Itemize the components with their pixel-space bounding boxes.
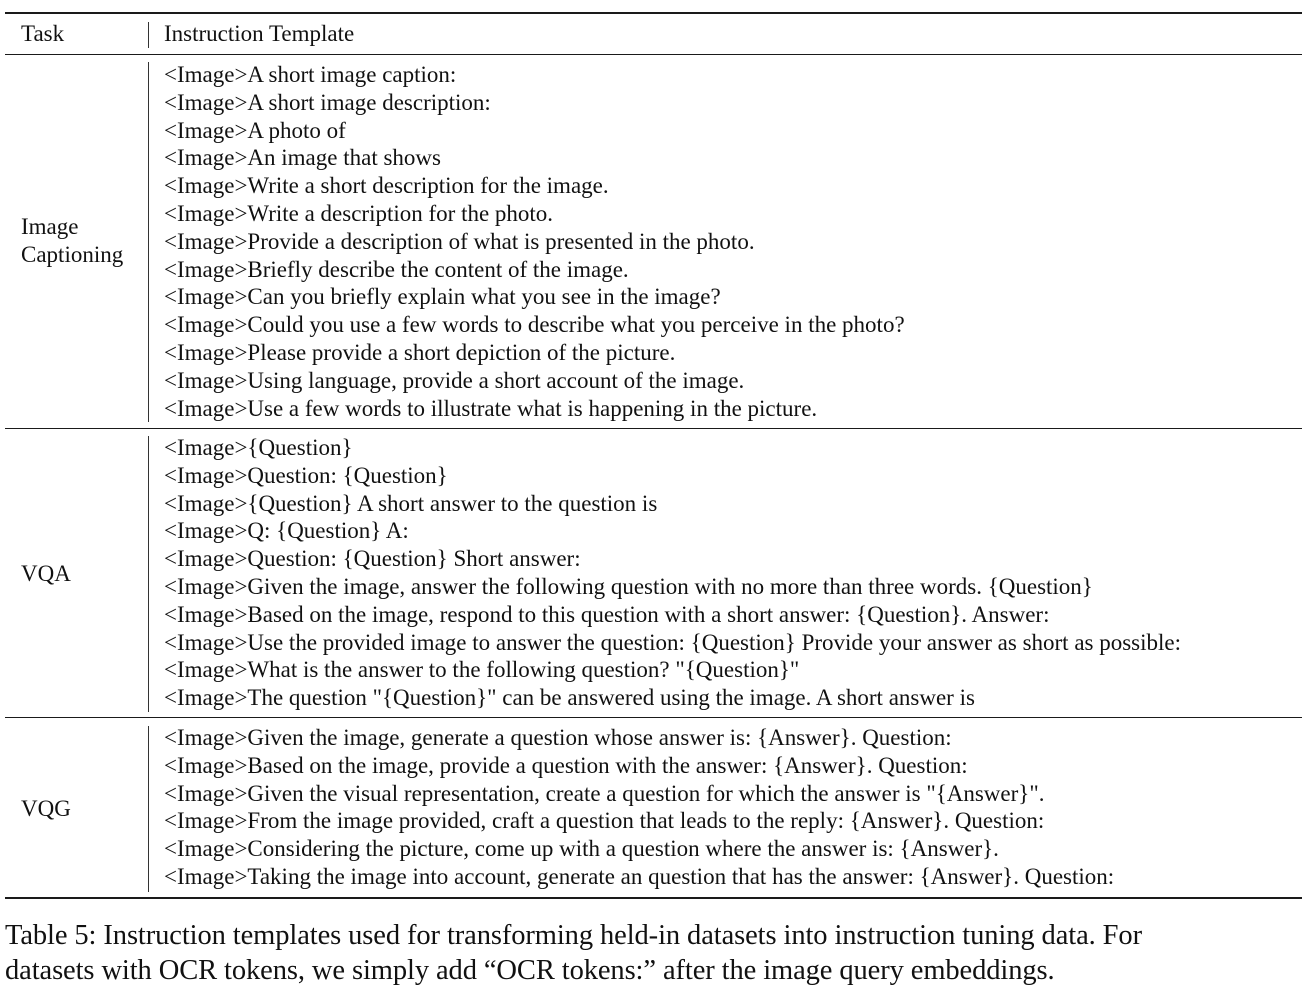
template-row: <Image>An image that shows	[164, 145, 441, 171]
template-row: <Image>A photo of	[164, 117, 346, 143]
template-row: <Image>Please provide a short depiction of the picture.	[164, 339, 676, 365]
template-row: <Image>Given the image, answer the following question with no more than three words. {Question}	[164, 573, 1093, 599]
template-row: <Image>From the image provided, craft a question that leads to the reply: {Answer}. Question:	[164, 808, 1045, 834]
task-label-vqg: VQG	[21, 796, 71, 821]
template-row: <Image>Use the provided image to answer the question: {Question} Provide your answer as short as possible:	[164, 629, 1182, 655]
header-task: Task	[21, 21, 65, 46]
template-row: <Image>Question: {Question} Short answer:	[164, 546, 581, 572]
group-vqg-separator	[148, 726, 149, 892]
template-row: <Image>Briefly describe the content of the image.	[164, 256, 629, 282]
group-divider-vqa-vqg	[5, 717, 1302, 718]
template-row: <Image>What is the answer to the following question? "{Question}"	[164, 657, 800, 683]
template-row: <Image>A short image caption:	[164, 62, 457, 87]
template-row: <Image>Based on the image, respond to this question with a short answer: {Question}. Answer:	[164, 601, 1050, 627]
template-row: <Image>Considering the picture, come up with a question where the answer is: {Answer}.	[164, 836, 999, 862]
template-row: <Image>Can you briefly explain what you see in the image?	[164, 284, 721, 310]
template-row: <Image>Given the image, generate a question whose answer is: {Answer}. Question:	[164, 725, 952, 750]
template-row: <Image>Question: {Question}	[164, 462, 448, 488]
table-caption	[5, 918, 1305, 988]
header-instruction-template: Instruction Template	[164, 21, 355, 46]
group-captioning-separator	[148, 62, 149, 422]
template-row: <Image>Write a description for the photo.	[164, 200, 554, 226]
caption-line-1: Table 5: Instruction templates used for transforming held-in datasets into instruction tuning data. For	[5, 920, 1142, 951]
template-row: <Image>Given the visual representation, create a question for which the answer is "{Answer}".	[164, 780, 1045, 806]
table-bottom-rule	[5, 897, 1302, 899]
group-vqa-separator	[148, 436, 149, 712]
template-row: <Image>{Question}	[164, 435, 353, 460]
template-row: <Image>Q: {Question} A:	[164, 518, 409, 544]
vqa-template-list	[164, 434, 1181, 712]
template-row: <Image>Write a short description for the image.	[164, 173, 609, 199]
template-row: <Image>Provide a description of what is presented in the photo.	[164, 228, 755, 254]
template-row: <Image>Use a few words to illustrate what is happening in the picture.	[164, 395, 818, 421]
template-row: <Image>The question "{Question}" can be answered using the image. A short answer is	[164, 685, 975, 711]
captioning-template-list	[164, 61, 905, 422]
table-top-rule	[5, 12, 1302, 14]
header-column-separator	[148, 22, 149, 48]
task-label-image-captioning-line1: Image	[21, 214, 79, 239]
template-row: <Image>Based on the image, provide a question with the answer: {Answer}. Question:	[164, 752, 968, 778]
template-row: <Image>Taking the image into account, generate an question that has the answer: {Answer}. Question:	[164, 863, 1115, 889]
header-bottom-rule	[5, 54, 1302, 55]
template-row: <Image>A short image description:	[164, 89, 491, 115]
task-label-image-captioning-line2: Captioning	[21, 242, 124, 267]
template-row: <Image>Using language, provide a short account of the image.	[164, 367, 745, 393]
vqg-template-list	[164, 724, 1114, 891]
template-row: <Image>Could you use a few words to describe what you perceive in the photo?	[164, 312, 905, 338]
group-divider-captioning-vqa	[5, 428, 1302, 429]
caption-line-2: datasets with OCR tokens, we simply add “OCR tokens:” after the image query embeddings.	[5, 955, 1055, 986]
template-row: <Image>{Question} A short answer to the question is	[164, 490, 658, 516]
task-label-vqa: VQA	[21, 561, 71, 586]
